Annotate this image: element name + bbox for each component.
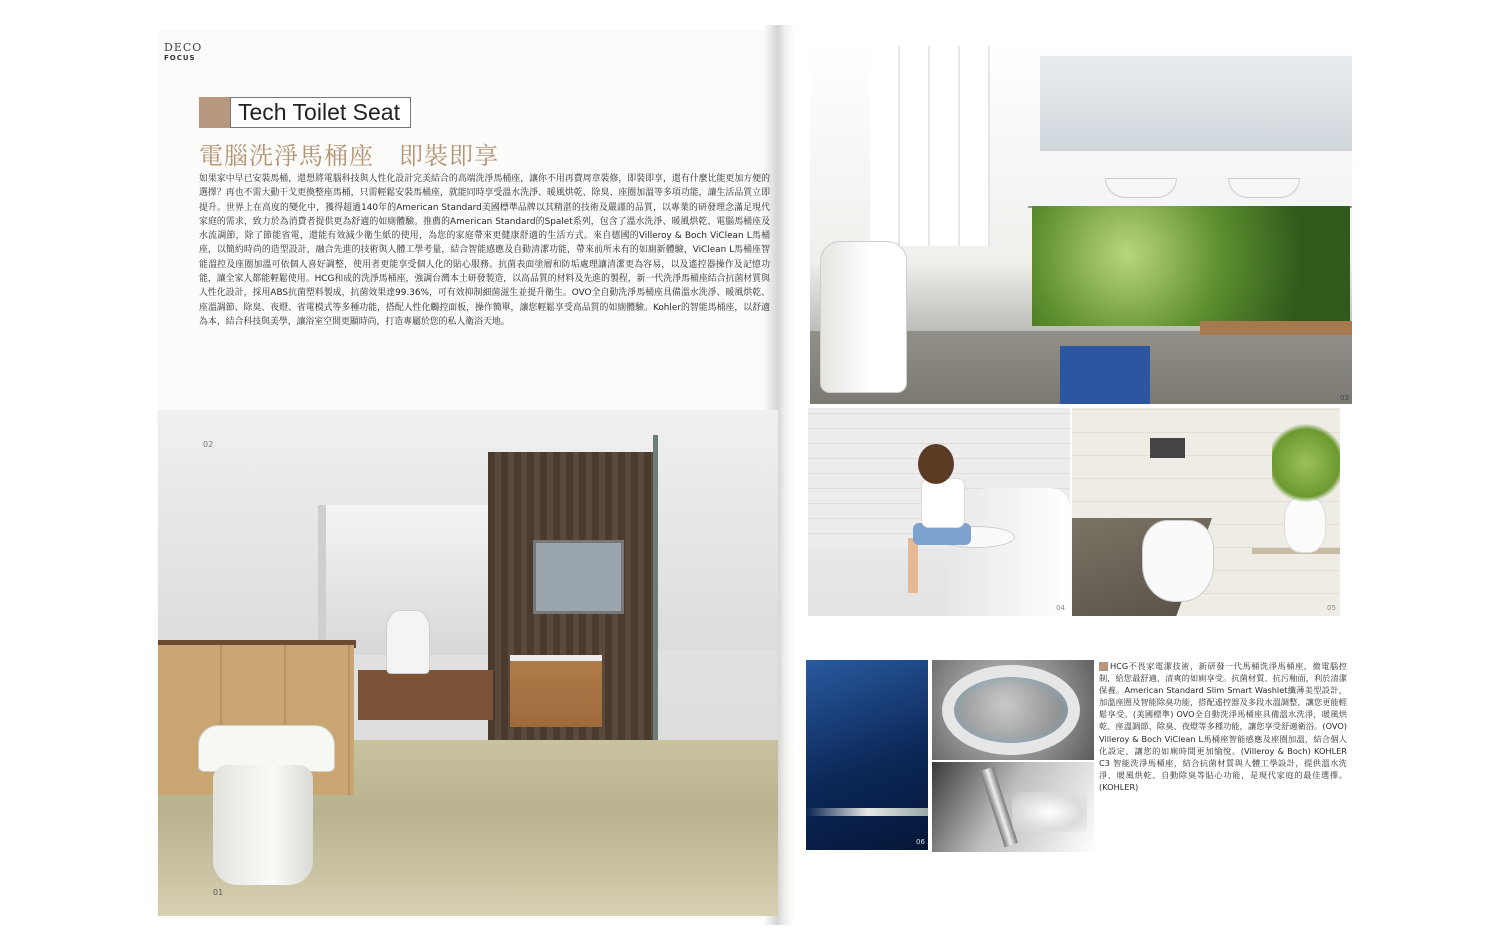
toilet-bowl (213, 765, 313, 885)
photo-wood-platform (358, 670, 493, 720)
photo-mirror (1040, 56, 1352, 151)
photo-window (870, 46, 990, 246)
photo-smart-toilet (198, 725, 333, 885)
image-number: 04 (1056, 604, 1065, 612)
photo-lit-seat-ring (932, 660, 1094, 760)
caption-block (1099, 660, 1347, 793)
section-label: DECO (164, 41, 203, 54)
image-number: 05 (1327, 604, 1336, 612)
photo-flush-plate (1150, 438, 1185, 458)
photo-vanity (510, 655, 602, 727)
article-title-zh: 電腦洗淨馬桶座 即裝即享 (199, 142, 499, 170)
photo-child-head (918, 444, 954, 484)
photo-table (1200, 321, 1352, 335)
photo-toilet (820, 241, 907, 393)
article-body: 如果家中早已安裝馬桶，還想將電腦科技與人性化設計完美結合的高端洗淨馬桶座，讓你不用再費周章裝修，即裝即享，還有什麼比能更加方便的選擇？再也不需大動干戈更換整座馬桶，只需輕鬆安裝馬桶座，就能同時享受溫水洗淨、暖風烘乾、除臭、座圈加溫等多項功能，讓生活品質立即提升。世界上在高度的變化中，獲得超過140年的American Standard美國標準品牌以其精湛的技術及嚴謹的品質，以專業的研發理念滿足現代家庭的需求，致力於為消費者提供更為舒適的如廁體驗。推薦的American Standard的Spalet系列，包含了溫水洗淨、暖風烘乾、電腦馬桶座及水流調節，除了節能省電，還能有效減少衛生紙的使用，為您的家庭帶來更健康舒適的生活方式。來自德國的Villeroy & Boch ViClean L馬桶座，以簡約時尚的造型設計，融合先進的技術與人體工學考量，結合智能感應及自動清潔功能，帶來前所未有的如廁新體驗，ViClean L馬桶座智能溫控及座圈加溫可依個人喜好調整，使用者更能享受個人化的貼心服務。抗菌表面塗層和防垢處理讓清潔更為容易，以及遙控器操作及記憶功能，讓全家人都能輕鬆使用。HCG和成的洗淨馬桶座，強調台灣本土研發製造，以高品質的材料及先進的製程，新一代洗淨馬桶座結合抗菌材質與人性化設計，採用ABS抗菌塑料製成，抗菌效果達99.36%，可有效抑制細菌滋生並提升衛生。OVO全自動洗淨馬桶座具備溫水洗淨、暖風烘乾、座溫調節、除臭、夜燈、省電模式等多種功能，搭配人性化觸控面板，操作簡單，讓您輕鬆享受高品質的如廁體驗。Kohler的智能馬桶座，以舒適為本，結合科技與美學，讓浴室空間更顯時尚，打造專屬於您的私人衛浴天地。 (199, 174, 770, 327)
photo-toilet (1142, 520, 1214, 602)
subsection-label: FOCUS (164, 54, 196, 62)
photo-plant (1272, 418, 1340, 508)
photo-child-on-toilet (808, 408, 1070, 616)
image-number: 06 (916, 838, 925, 846)
photo-water-spray (1012, 792, 1087, 832)
photo-water-seat-blue (806, 660, 928, 850)
photo-child-leg (908, 538, 918, 593)
photo-toilet (948, 488, 1070, 616)
photo-magazine-rack (1060, 346, 1150, 404)
photo-seat-edge (806, 808, 928, 816)
image-number: 03 (1340, 394, 1349, 402)
photo-sink-right (1228, 178, 1300, 198)
caption-text: HCG不畏家電潔技術，新研發一代馬桶洗淨馬桶座，微電腦控制，給您最舒適、清爽的如廁享受。抗菌材質、抗污釉面，利於清潔保養。American Standard Slim Smart Washlet纖薄美型設計，加溫座圈及智能除臭功能，搭配遙控器及多段水溫調整，讓您更能輕鬆享受。(美國標準) OVO全自動洗淨馬桶座具備溫水洗淨，暖風烘乾、座溫調節、除臭、夜燈等多種功能，讓您享受舒適衛浴。(OVO) Villeroy & Boch ViClean L馬桶座智能感應及座圈加溫，結合個人化設定，讓您的如廁時間更加愉悅。(Villeroy & Boch) KOHLER C3 智能洗淨馬桶座，結合抗菌材質與人體工學設計，提供溫水洗淨、暖風烘乾、自動除臭等貼心功能，是現代家庭的最佳選擇。(KOHLER) (1099, 661, 1347, 792)
bathroom-photo-leaves (810, 46, 1352, 404)
title-accent-square (199, 97, 230, 128)
photo-child-shirt (921, 478, 965, 528)
image-number-corner: 02 (203, 440, 214, 449)
photo-sink-left (1105, 178, 1177, 198)
photo-leaf-panel (1032, 206, 1350, 326)
photo-seat-ring (942, 665, 1080, 755)
photo-mirror (533, 540, 624, 614)
photo-wall-hung-toilet (1072, 408, 1340, 616)
photo-chair (386, 610, 430, 674)
caption-marker (1099, 662, 1108, 671)
article-title-en: Tech Toilet Seat (230, 97, 411, 128)
image-number-main: 01 (213, 888, 224, 897)
bathroom-photo-main (158, 410, 778, 916)
photo-spray-wand (932, 762, 1094, 852)
